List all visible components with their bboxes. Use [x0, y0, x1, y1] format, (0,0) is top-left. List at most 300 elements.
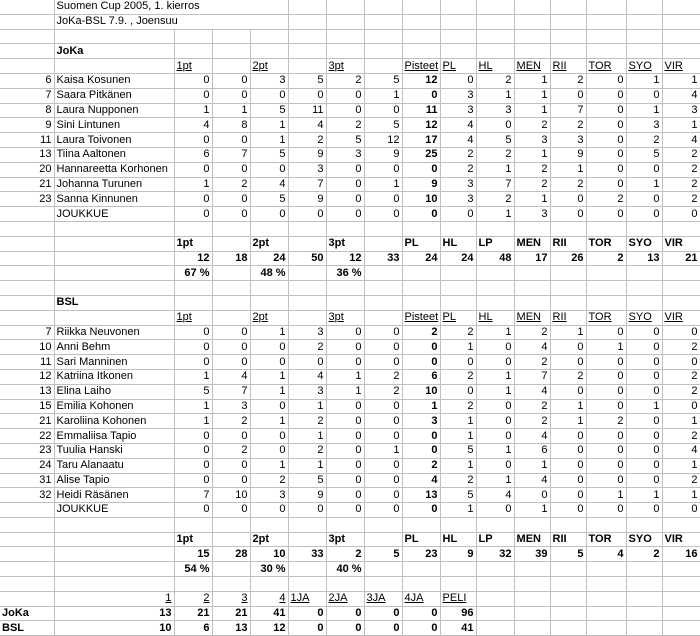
stat-value[interactable]: 1	[550, 162, 586, 177]
stat-value[interactable]: 0	[586, 325, 626, 340]
empty-cell[interactable]	[550, 221, 586, 236]
totals-header[interactable]: PL	[402, 532, 440, 547]
stat-value[interactable]: 0	[626, 340, 662, 355]
stat-value[interactable]: 0	[174, 503, 212, 518]
stat-value[interactable]: 0	[212, 503, 250, 518]
empty-cell[interactable]	[402, 517, 440, 532]
empty-cell[interactable]	[326, 14, 364, 29]
stat-value[interactable]: 2	[288, 340, 326, 355]
empty-cell[interactable]	[288, 266, 326, 281]
stat-value[interactable]: 0	[402, 355, 440, 370]
quarter-header[interactable]: 2JA	[326, 591, 364, 606]
stat-value[interactable]: 0	[212, 473, 250, 488]
shooting-percent[interactable]: 40 %	[326, 562, 364, 577]
sheet-title[interactable]: Suomen Cup 2005, 1. kierros	[54, 0, 288, 14]
stat-value[interactable]: 2	[364, 384, 402, 399]
stat-value[interactable]: 1	[514, 88, 550, 103]
empty-cell[interactable]	[54, 251, 174, 266]
empty-cell[interactable]	[550, 517, 586, 532]
empty-cell[interactable]	[662, 44, 700, 59]
empty-cell[interactable]	[174, 295, 212, 310]
quarter-header[interactable]: 3	[212, 591, 250, 606]
empty-cell[interactable]	[0, 266, 54, 281]
total-value[interactable]: 24	[250, 251, 288, 266]
stat-value[interactable]: 0	[250, 503, 288, 518]
quarter-score[interactable]: 13	[212, 621, 250, 636]
stat-value[interactable]: 12	[402, 73, 440, 88]
column-header[interactable]: PL	[440, 310, 476, 325]
stat-value[interactable]: 0	[212, 355, 250, 370]
stat-value[interactable]: 0	[212, 325, 250, 340]
empty-cell[interactable]	[364, 44, 402, 59]
stat-value[interactable]: 0	[402, 207, 440, 222]
stat-value[interactable]: 0	[586, 369, 626, 384]
totals-header[interactable]: HL	[440, 236, 476, 251]
empty-cell[interactable]	[54, 310, 174, 325]
empty-cell[interactable]	[54, 236, 174, 251]
stat-value[interactable]: 3	[288, 162, 326, 177]
stat-value[interactable]: 0	[364, 325, 402, 340]
stat-value[interactable]: 0	[364, 414, 402, 429]
stat-value[interactable]: 1	[514, 147, 550, 162]
empty-cell[interactable]	[54, 266, 174, 281]
empty-cell[interactable]	[54, 281, 174, 296]
empty-cell[interactable]	[402, 577, 440, 592]
stat-value[interactable]: 2	[476, 73, 514, 88]
stat-value[interactable]: 0	[326, 414, 364, 429]
stat-value[interactable]: 0	[326, 162, 364, 177]
stat-value[interactable]: 0	[550, 192, 586, 207]
empty-cell[interactable]	[326, 295, 364, 310]
stat-value[interactable]: 2	[440, 369, 476, 384]
stat-value[interactable]: 0	[626, 384, 662, 399]
stat-value[interactable]: 2	[550, 73, 586, 88]
column-header[interactable]: 3pt	[326, 310, 364, 325]
empty-cell[interactable]	[402, 266, 440, 281]
stat-value[interactable]: 1	[364, 177, 402, 192]
stat-value[interactable]: 1	[626, 177, 662, 192]
stat-value[interactable]: 0	[364, 162, 402, 177]
stat-value[interactable]: 0	[326, 355, 364, 370]
stat-value[interactable]: 7	[288, 177, 326, 192]
stat-value[interactable]: 12	[402, 118, 440, 133]
stat-value[interactable]: 0	[364, 488, 402, 503]
stat-value[interactable]: 1	[174, 414, 212, 429]
empty-cell[interactable]	[54, 517, 174, 532]
stat-value[interactable]: 1	[586, 488, 626, 503]
stat-value[interactable]: 1	[550, 325, 586, 340]
stat-value[interactable]: 0	[212, 340, 250, 355]
empty-cell[interactable]	[662, 281, 700, 296]
stat-value[interactable]: 3	[476, 103, 514, 118]
empty-cell[interactable]	[212, 562, 250, 577]
empty-cell[interactable]	[476, 577, 514, 592]
player-name[interactable]: Sari Manninen	[54, 355, 174, 370]
empty-cell[interactable]	[626, 0, 662, 14]
empty-cell[interactable]	[250, 577, 288, 592]
stat-value[interactable]: 0	[250, 399, 288, 414]
stat-value[interactable]: 5	[440, 488, 476, 503]
player-number[interactable]: 22	[0, 429, 54, 444]
stat-value[interactable]: 10	[212, 488, 250, 503]
stat-value[interactable]: 0	[174, 429, 212, 444]
stat-value[interactable]: 0	[586, 103, 626, 118]
empty-cell[interactable]	[174, 517, 212, 532]
empty-cell[interactable]	[514, 0, 550, 14]
empty-cell[interactable]	[514, 606, 550, 621]
empty-cell[interactable]	[0, 281, 54, 296]
stat-value[interactable]: 2	[514, 177, 550, 192]
stat-value[interactable]: 1	[440, 458, 476, 473]
stat-value[interactable]: 1	[476, 162, 514, 177]
stat-value[interactable]: 0	[626, 325, 662, 340]
empty-cell[interactable]	[514, 295, 550, 310]
empty-cell[interactable]	[212, 577, 250, 592]
stat-value[interactable]: 0	[326, 488, 364, 503]
stat-value[interactable]: 0	[212, 162, 250, 177]
stat-value[interactable]: 8	[212, 118, 250, 133]
stat-value[interactable]: 0	[662, 355, 700, 370]
stat-value[interactable]: 0	[326, 207, 364, 222]
stat-value[interactable]: 0	[250, 443, 288, 458]
empty-cell[interactable]	[326, 221, 364, 236]
stat-value[interactable]: 0	[626, 88, 662, 103]
empty-cell[interactable]	[440, 295, 476, 310]
shooting-percent[interactable]: 67 %	[174, 266, 212, 281]
stat-value[interactable]: 1	[250, 133, 288, 148]
player-name[interactable]: Heidi Räsänen	[54, 488, 174, 503]
empty-cell[interactable]	[0, 547, 54, 562]
empty-cell[interactable]	[586, 14, 626, 29]
stat-value[interactable]: 1	[626, 488, 662, 503]
stat-value[interactable]: 3	[402, 414, 440, 429]
column-header[interactable]: MEN	[514, 310, 550, 325]
stat-value[interactable]: 2	[550, 177, 586, 192]
empty-cell[interactable]	[550, 266, 586, 281]
quarter-score[interactable]: 41	[250, 606, 288, 621]
stat-value[interactable]: 1	[476, 369, 514, 384]
stat-value[interactable]: 4	[212, 369, 250, 384]
stat-value[interactable]: 0	[586, 443, 626, 458]
stat-value[interactable]: 0	[402, 429, 440, 444]
quarter-score[interactable]: 21	[174, 606, 212, 621]
stat-value[interactable]: 2	[288, 133, 326, 148]
player-name[interactable]: Kaisa Kosunen	[54, 73, 174, 88]
player-number[interactable]: 31	[0, 473, 54, 488]
player-number[interactable]: 11	[0, 355, 54, 370]
totals-header[interactable]: 2pt	[250, 532, 288, 547]
totals-header[interactable]: LP	[476, 236, 514, 251]
stat-value[interactable]: 7	[212, 384, 250, 399]
empty-cell[interactable]	[626, 44, 662, 59]
stat-value[interactable]: 2	[440, 473, 476, 488]
stat-value[interactable]: 0	[212, 192, 250, 207]
stat-value[interactable]: 1	[550, 414, 586, 429]
stat-value[interactable]: 2	[514, 414, 550, 429]
stat-value[interactable]: 4	[662, 133, 700, 148]
stat-value[interactable]: 0	[626, 207, 662, 222]
empty-cell[interactable]	[364, 29, 402, 44]
empty-cell[interactable]	[476, 295, 514, 310]
stat-value[interactable]: 1	[250, 325, 288, 340]
stat-value[interactable]: 2	[662, 340, 700, 355]
empty-cell[interactable]	[514, 517, 550, 532]
column-header[interactable]	[212, 310, 250, 325]
stat-value[interactable]: 1	[440, 414, 476, 429]
stat-value[interactable]: 1	[476, 384, 514, 399]
totals-header[interactable]: PL	[402, 236, 440, 251]
stat-value[interactable]: 0	[586, 355, 626, 370]
empty-cell[interactable]	[174, 281, 212, 296]
empty-cell[interactable]	[250, 517, 288, 532]
player-number[interactable]: 32	[0, 488, 54, 503]
stat-value[interactable]: 3	[626, 118, 662, 133]
empty-cell[interactable]	[174, 221, 212, 236]
stat-value[interactable]: 6	[514, 443, 550, 458]
stat-value[interactable]: 2	[662, 192, 700, 207]
empty-cell[interactable]	[174, 577, 212, 592]
player-number[interactable]: 24	[0, 458, 54, 473]
total-value[interactable]: 24	[402, 251, 440, 266]
stat-value[interactable]: 0	[174, 88, 212, 103]
totals-header[interactable]: 3pt	[326, 236, 364, 251]
stat-value[interactable]: 0	[440, 384, 476, 399]
stat-value[interactable]: 1	[476, 473, 514, 488]
player-number[interactable]: 8	[0, 103, 54, 118]
player-name[interactable]: JOUKKUE	[54, 503, 174, 518]
stat-value[interactable]: 0	[326, 503, 364, 518]
empty-cell[interactable]	[364, 221, 402, 236]
quarter-header[interactable]: 1JA	[288, 591, 326, 606]
totals-header[interactable]	[364, 236, 402, 251]
totals-header[interactable]: SYO	[626, 236, 662, 251]
stat-value[interactable]: 0	[550, 473, 586, 488]
stat-value[interactable]: 0	[550, 458, 586, 473]
stat-value[interactable]: 0	[326, 192, 364, 207]
quarter-score[interactable]: 0	[326, 606, 364, 621]
total-value[interactable]: 33	[364, 251, 402, 266]
stat-value[interactable]: 17	[402, 133, 440, 148]
stat-value[interactable]: 0	[326, 103, 364, 118]
stat-value[interactable]: 5	[440, 443, 476, 458]
stat-value[interactable]: 3	[288, 384, 326, 399]
stat-value[interactable]: 2	[212, 414, 250, 429]
empty-cell[interactable]	[402, 562, 440, 577]
stat-value[interactable]: 2	[326, 118, 364, 133]
stat-value[interactable]: 9	[550, 147, 586, 162]
empty-cell[interactable]	[550, 621, 586, 636]
stat-value[interactable]: 6	[174, 147, 212, 162]
stat-value[interactable]: 13	[402, 488, 440, 503]
empty-cell[interactable]	[212, 29, 250, 44]
empty-cell[interactable]	[476, 14, 514, 29]
stat-value[interactable]: 2	[514, 162, 550, 177]
empty-cell[interactable]	[364, 577, 402, 592]
shooting-percent[interactable]: 30 %	[250, 562, 288, 577]
stat-value[interactable]: 10	[402, 192, 440, 207]
column-header[interactable]: 1pt	[174, 310, 212, 325]
quarter-score[interactable]: 0	[326, 621, 364, 636]
stat-value[interactable]: 4	[288, 118, 326, 133]
column-header[interactable]: PL	[440, 59, 476, 74]
empty-cell[interactable]	[288, 577, 326, 592]
total-value[interactable]: 2	[586, 251, 626, 266]
empty-cell[interactable]	[402, 221, 440, 236]
stat-value[interactable]: 4	[440, 133, 476, 148]
stat-value[interactable]: 0	[174, 162, 212, 177]
stat-value[interactable]: 1	[476, 207, 514, 222]
empty-cell[interactable]	[550, 591, 586, 606]
stat-value[interactable]: 4	[662, 443, 700, 458]
stat-value[interactable]: 1	[514, 73, 550, 88]
player-name[interactable]: Laura Toivonen	[54, 133, 174, 148]
empty-cell[interactable]	[0, 532, 54, 547]
column-header[interactable]: HL	[476, 59, 514, 74]
empty-cell[interactable]	[250, 281, 288, 296]
stat-value[interactable]: 2	[440, 162, 476, 177]
stat-value[interactable]: 1	[626, 399, 662, 414]
empty-cell[interactable]	[550, 606, 586, 621]
stat-value[interactable]: 2	[514, 118, 550, 133]
empty-cell[interactable]	[662, 562, 700, 577]
empty-cell[interactable]	[626, 29, 662, 44]
stat-value[interactable]: 9	[288, 147, 326, 162]
quarter-score[interactable]: 0	[364, 606, 402, 621]
stat-value[interactable]: 9	[402, 177, 440, 192]
total-value[interactable]: 39	[514, 547, 550, 562]
empty-cell[interactable]	[476, 44, 514, 59]
stat-value[interactable]: 2	[476, 192, 514, 207]
empty-cell[interactable]	[288, 281, 326, 296]
stat-value[interactable]: 0	[586, 503, 626, 518]
empty-cell[interactable]	[0, 591, 54, 606]
empty-cell[interactable]	[250, 295, 288, 310]
empty-cell[interactable]	[364, 517, 402, 532]
stat-value[interactable]: 0	[250, 355, 288, 370]
stat-value[interactable]: 0	[586, 133, 626, 148]
stat-value[interactable]: 2	[662, 369, 700, 384]
stat-value[interactable]: 0	[326, 325, 364, 340]
empty-cell[interactable]	[0, 295, 54, 310]
player-name[interactable]: Anni Behm	[54, 340, 174, 355]
player-number[interactable]: 6	[0, 73, 54, 88]
stat-value[interactable]: 0	[626, 443, 662, 458]
stat-value[interactable]: 5	[364, 73, 402, 88]
stat-value[interactable]: 0	[550, 207, 586, 222]
empty-cell[interactable]	[0, 0, 54, 14]
stat-value[interactable]: 1	[250, 414, 288, 429]
stat-value[interactable]: 2	[514, 325, 550, 340]
empty-cell[interactable]	[514, 266, 550, 281]
empty-cell[interactable]	[440, 562, 476, 577]
stat-value[interactable]: 0	[626, 355, 662, 370]
empty-cell[interactable]	[0, 310, 54, 325]
empty-cell[interactable]	[288, 44, 326, 59]
empty-cell[interactable]	[514, 44, 550, 59]
stat-value[interactable]: 7	[550, 103, 586, 118]
stat-value[interactable]: 0	[326, 443, 364, 458]
stat-value[interactable]: 0	[174, 340, 212, 355]
empty-cell[interactable]	[0, 14, 54, 29]
empty-cell[interactable]	[550, 577, 586, 592]
stat-value[interactable]: 0	[586, 458, 626, 473]
total-value[interactable]: 2	[626, 547, 662, 562]
stat-value[interactable]: 0	[402, 503, 440, 518]
stat-value[interactable]: 2	[586, 192, 626, 207]
stat-value[interactable]: 0	[402, 340, 440, 355]
player-name[interactable]: JOUKKUE	[54, 207, 174, 222]
empty-cell[interactable]	[212, 295, 250, 310]
empty-cell[interactable]	[550, 14, 586, 29]
empty-cell[interactable]	[514, 621, 550, 636]
total-value[interactable]: 15	[174, 547, 212, 562]
stat-value[interactable]: 5	[250, 192, 288, 207]
empty-cell[interactable]	[586, 0, 626, 14]
player-name[interactable]: Katriina Itkonen	[54, 369, 174, 384]
quarter-score[interactable]: 21	[212, 606, 250, 621]
stat-value[interactable]: 0	[586, 147, 626, 162]
column-header[interactable]	[212, 59, 250, 74]
empty-cell[interactable]	[288, 0, 326, 14]
stat-value[interactable]: 1	[250, 369, 288, 384]
stat-value[interactable]: 0	[212, 207, 250, 222]
stat-value[interactable]: 1	[662, 414, 700, 429]
total-value[interactable]: 21	[662, 251, 700, 266]
empty-cell[interactable]	[440, 577, 476, 592]
stat-value[interactable]: 1	[514, 503, 550, 518]
stat-value[interactable]: 0	[402, 88, 440, 103]
empty-cell[interactable]	[586, 281, 626, 296]
totals-header[interactable]	[288, 236, 326, 251]
totals-header[interactable]: TOR	[586, 532, 626, 547]
empty-cell[interactable]	[0, 562, 54, 577]
stat-value[interactable]: 3	[288, 325, 326, 340]
empty-cell[interactable]	[586, 44, 626, 59]
empty-cell[interactable]	[662, 0, 700, 14]
empty-cell[interactable]	[288, 221, 326, 236]
empty-cell[interactable]	[54, 59, 174, 74]
stat-value[interactable]: 2	[440, 325, 476, 340]
column-header[interactable]	[288, 59, 326, 74]
stat-value[interactable]: 3	[440, 192, 476, 207]
stat-value[interactable]: 2	[662, 429, 700, 444]
empty-cell[interactable]	[626, 221, 662, 236]
total-value[interactable]: 5	[550, 547, 586, 562]
total-value[interactable]: 12	[326, 251, 364, 266]
total-value[interactable]: 24	[440, 251, 476, 266]
stat-value[interactable]: 11	[288, 103, 326, 118]
stat-value[interactable]: 0	[586, 73, 626, 88]
empty-cell[interactable]	[662, 221, 700, 236]
stat-value[interactable]: 0	[288, 503, 326, 518]
empty-cell[interactable]	[402, 281, 440, 296]
empty-cell[interactable]	[440, 266, 476, 281]
stat-value[interactable]: 1	[174, 399, 212, 414]
stat-value[interactable]: 9	[364, 147, 402, 162]
empty-cell[interactable]	[586, 29, 626, 44]
empty-cell[interactable]	[550, 0, 586, 14]
empty-cell[interactable]	[0, 59, 54, 74]
stat-value[interactable]: 1	[476, 325, 514, 340]
empty-cell[interactable]	[550, 281, 586, 296]
stat-value[interactable]: 4	[514, 473, 550, 488]
empty-cell[interactable]	[586, 221, 626, 236]
stat-value[interactable]: 0	[586, 429, 626, 444]
stat-value[interactable]: 5	[174, 384, 212, 399]
stat-value[interactable]: 0	[174, 73, 212, 88]
stat-value[interactable]: 3	[440, 103, 476, 118]
column-header[interactable]: 1pt	[174, 59, 212, 74]
